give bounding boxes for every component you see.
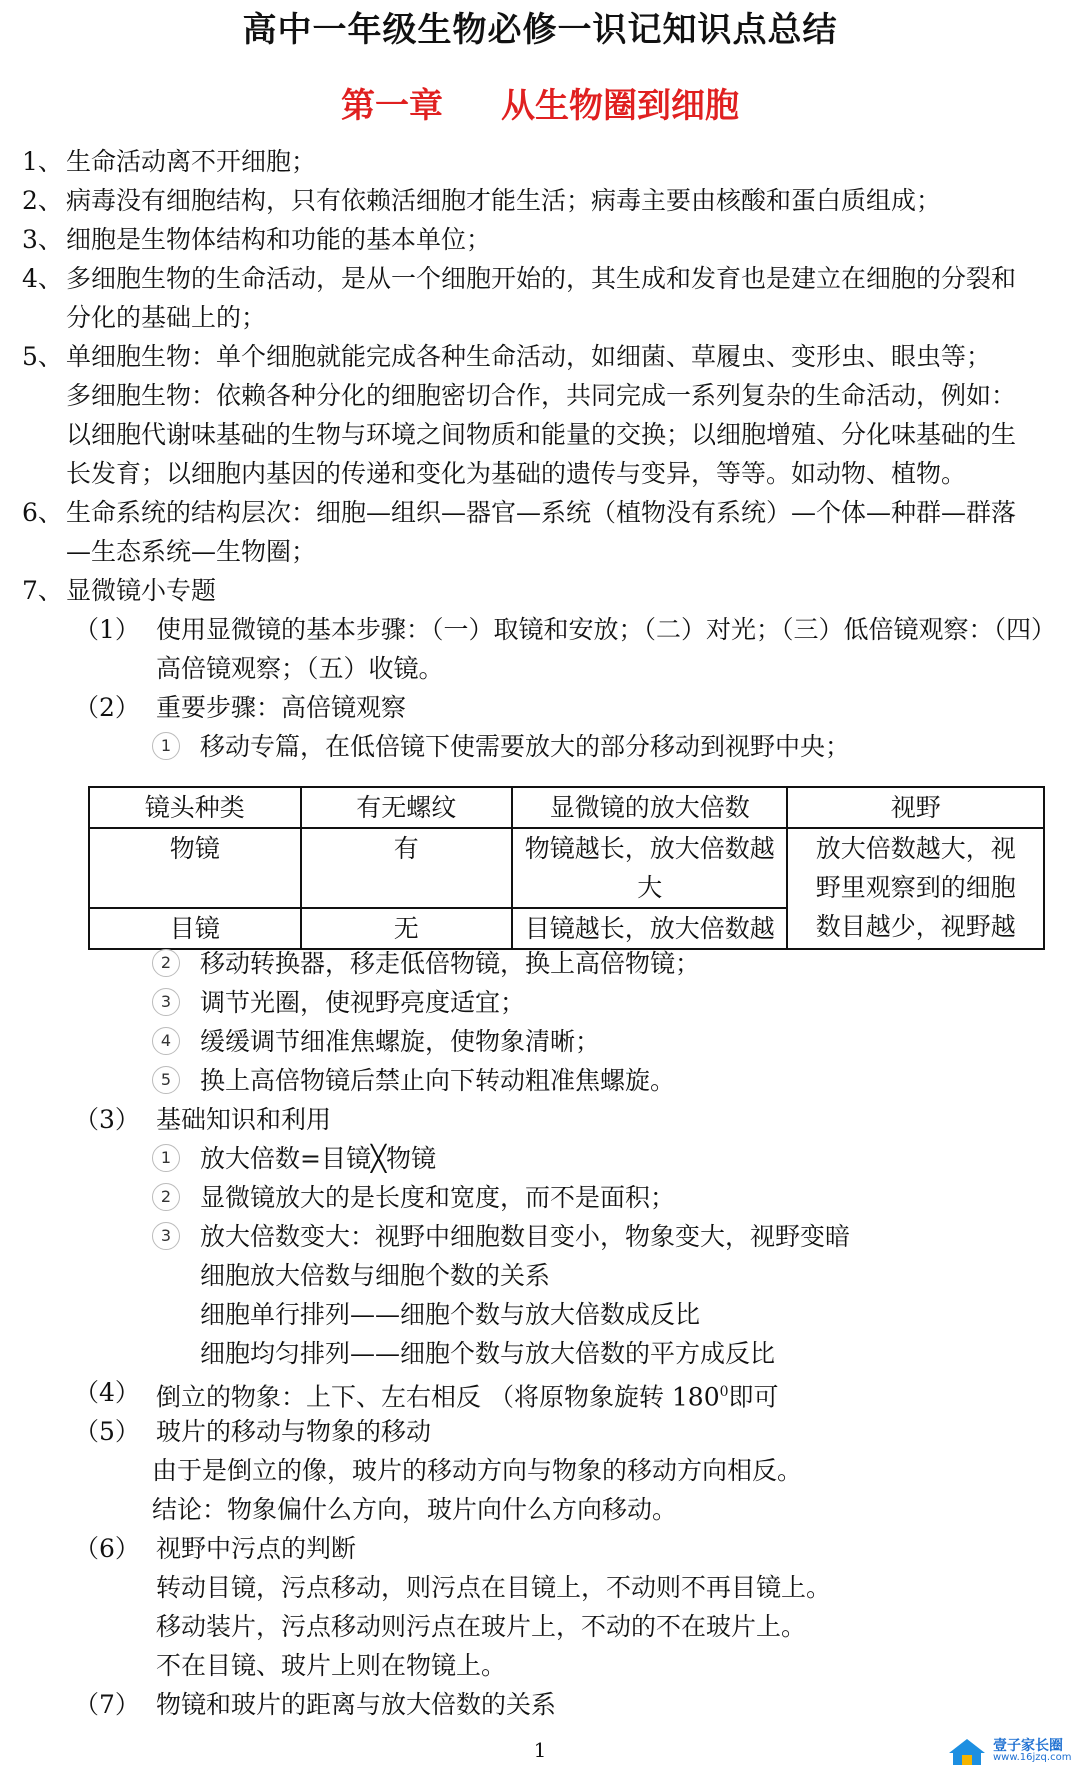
cell-line: 放大倍数越大，视	[815, 834, 1016, 863]
step-text: 缓缓调节细准焦螺旋，使物象清晰；	[200, 1027, 601, 1056]
step-text: 调节光圈，使视野亮度适宜；	[200, 988, 526, 1017]
subitem-number: （3）	[74, 1105, 140, 1134]
item-text: 病毒没有细胞结构，只有依赖活细胞才能生活；病毒主要由核酸和蛋白质组成；	[66, 186, 942, 215]
subitem-text-end: 即可	[728, 1382, 779, 1412]
lens-table	[88, 786, 1045, 950]
cell-line: 物镜越长，放大倍数越	[524, 834, 775, 863]
item-text: 多细胞生物的生命活动，是从一个细胞开始的，其生成和发育也是建立在细胞的分裂和	[66, 264, 1017, 293]
circled-number: 1	[152, 732, 180, 760]
chapter-label: 第一章	[341, 86, 443, 126]
item-number: 7、	[22, 576, 63, 605]
subitem-text	[156, 1373, 779, 1416]
subitem-text: 由于是倒立的像，玻片的移动方向与物象的移动方向相反。	[152, 1456, 803, 1485]
watermark-logo	[945, 1735, 1075, 1767]
circled-number: 3	[152, 988, 180, 1016]
table-header: 视野	[787, 787, 1044, 828]
subitem-number: （2）	[74, 693, 140, 722]
page-number: 1	[533, 1738, 547, 1762]
chapter-name: 从生物圈到细胞	[501, 86, 739, 126]
subitem-number: （7）	[74, 1690, 140, 1719]
item-text: 多细胞生物：依赖各种分化的细胞密切合作，共同完成一系列复杂的生命活动，例如：	[66, 381, 1017, 410]
watermark-url: www.16jzq.com	[993, 1752, 1072, 1763]
item-text: 生命活动离不开细胞；	[66, 147, 317, 176]
step-text: 细胞单行排列——细胞个数与放大倍数成反比	[200, 1300, 701, 1329]
step-text: 换上高倍物镜后禁止向下转动粗准焦螺旋。	[200, 1066, 676, 1095]
table-cell: 无	[301, 908, 513, 949]
house-logo-icon	[945, 1735, 989, 1767]
item-text: 显微镜小专题	[66, 576, 217, 605]
table-cell	[512, 828, 787, 908]
circled-number: 5	[152, 1066, 180, 1094]
subitem-text: 不在目镜、玻片上则在物镜上。	[156, 1651, 507, 1680]
subitem-text: 结论：物象偏什么方向，玻片向什么方向移动。	[152, 1495, 678, 1524]
step-text: 移动转换器，移走低倍物镜，换上高倍物镜；	[200, 949, 701, 978]
subitem-text: 玻片的移动与物象的移动	[156, 1417, 432, 1446]
step-text: 细胞均匀排列——细胞个数与放大倍数的平方成反比	[200, 1339, 776, 1368]
table-header-row	[89, 787, 1044, 828]
item-text: 细胞是生物体结构和功能的基本单位；	[66, 225, 492, 254]
cell-line: 大	[637, 873, 663, 902]
chapter-heading	[0, 78, 1080, 127]
subitem-text: 物镜和玻片的距离与放大倍数的关系	[156, 1690, 557, 1719]
item-number: 6、	[22, 498, 63, 527]
subitem-text: 移动装片，污点移动则污点在玻片上，不动的不在玻片上。	[156, 1612, 807, 1641]
table-cell	[787, 828, 1044, 949]
item-text: 分化的基础上的；	[66, 303, 267, 332]
circled-number: 2	[152, 949, 180, 977]
step-text: 移动专篇，在低倍镜下使需要放大的部分移动到视野中央；	[200, 732, 851, 761]
item-text: 生命系统的结构层次：细胞—组织—器官—系统（植物没有系统）—个体—种群—群落	[66, 498, 1017, 527]
table-cell: 目镜	[89, 908, 301, 949]
subitem-number: （4）	[74, 1378, 140, 1407]
subitem-text: 基础知识和利用	[156, 1105, 332, 1134]
circled-number: 1	[152, 1144, 180, 1172]
subitem-text-main: 倒立的物象：上下、左右相反 （将原物象旋转 180	[156, 1382, 720, 1412]
cell-line: 野里观察到的细胞	[815, 873, 1016, 902]
table-row	[89, 828, 1044, 908]
document-title: 高中一年级生物必修一识记知识点总结	[242, 10, 838, 50]
circled-number: 2	[152, 1183, 180, 1211]
subitem-text: 高倍镜观察；（五）收镜。	[156, 654, 444, 683]
step-text: 放大倍数变大：视野中细胞数目变小，物象变大，视野变暗	[200, 1222, 851, 1251]
circled-number: 3	[152, 1222, 180, 1250]
step-text: 显微镜放大的是长度和宽度，而不是面积；	[200, 1183, 676, 1212]
subitem-number: （1）	[74, 615, 140, 644]
watermark-name: 壹子家长圈	[993, 1738, 1063, 1754]
table-cell: 目镜越长，放大倍数越	[512, 908, 787, 949]
item-text: 单细胞生物：单个细胞就能完成各种生命活动，如细菌、草履虫、变形虫、眼虫等；	[66, 342, 992, 371]
table-header: 镜头种类	[89, 787, 301, 828]
item-number: 2、	[22, 186, 63, 215]
step-text: 细胞放大倍数与细胞个数的关系	[200, 1261, 551, 1290]
circled-number: 4	[152, 1027, 180, 1055]
table-header: 有无螺纹	[301, 787, 513, 828]
item-text: 以细胞代谢味基础的生物与环境之间物质和能量的交换；以细胞增殖、分化味基础的生	[66, 420, 1017, 449]
subitem-text: 使用显微镜的基本步骤：（一）取镜和安放；（二）对光；（三）低倍镜观察：（四）	[156, 615, 1057, 644]
item-number: 1、	[22, 147, 63, 176]
subitem-text: 重要步骤：高倍镜观察	[156, 693, 407, 722]
cell-line: 数目越少，视野越	[815, 912, 1016, 941]
degree-superscript: 0	[719, 1384, 729, 1400]
item-number: 5、	[22, 342, 63, 371]
item-text: 长发育；以细胞内基因的传递和变化为基础的遗传与变异，等等。如动物、植物。	[66, 459, 967, 488]
table-header: 显微镜的放大倍数	[512, 787, 787, 828]
subitem-text: 转动目镜，污点移动，则污点在目镜上，不动则不再目镜上。	[156, 1573, 832, 1602]
table-cell: 有	[301, 828, 513, 908]
subitem-number: （6）	[74, 1534, 140, 1563]
table-cell: 物镜	[89, 828, 301, 908]
subitem-number: （5）	[74, 1417, 140, 1446]
subitem-text: 视野中污点的判断	[156, 1534, 357, 1563]
item-text: —生态系统—生物圈；	[66, 537, 317, 566]
item-number: 3、	[22, 225, 63, 254]
item-number: 4、	[22, 264, 63, 293]
step-text: 放大倍数=目镜╳物镜	[200, 1144, 436, 1173]
